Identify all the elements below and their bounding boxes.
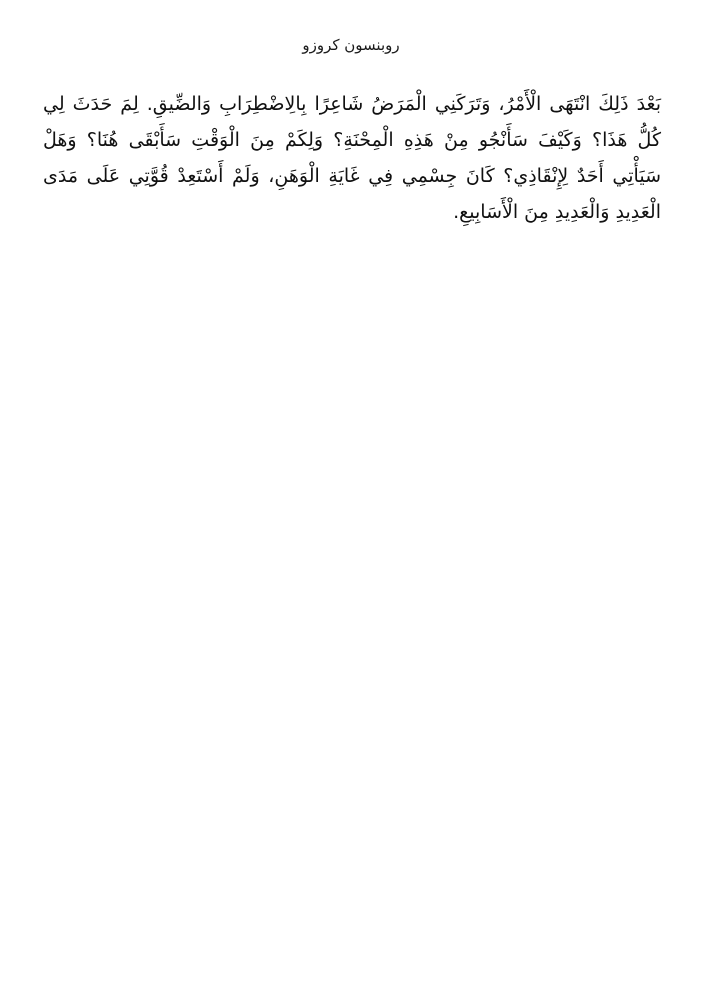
running-header-title: روبنسون كروزو [302, 36, 400, 54]
body-paragraph: بَعْدَ ذَلِكَ انْتَهَى الْأَمْرُ، وَتَرَكَنِي الْمَرَضُ شَاعِرًا بِالِاضْطِرَابِ وَالضِّيقِ. لِمَ حَدَثَ لِي كُلُّ هَذَا؟ وَكَيْفَ سَأَنْجُو مِنْ هَذِهِ الْمِحْنَةِ؟ وَلِكَمْ مِنَ الْوَقْتِ سَأَبْقَى هُنَا؟ وَهَلْ سَيَأْتِي أَحَدٌ لِإِنْقَاذِي؟ كَانَ جِسْمِي فِي غَايَةِ الْوَهَنِ، وَلَمْ أَسْتَعِدْ قُوَّتِي عَلَى مَدَى الْعَدِيدِ وَالْعَدِيدِ مِنَ الْأَسَابِيعِ. [43, 93, 661, 223]
